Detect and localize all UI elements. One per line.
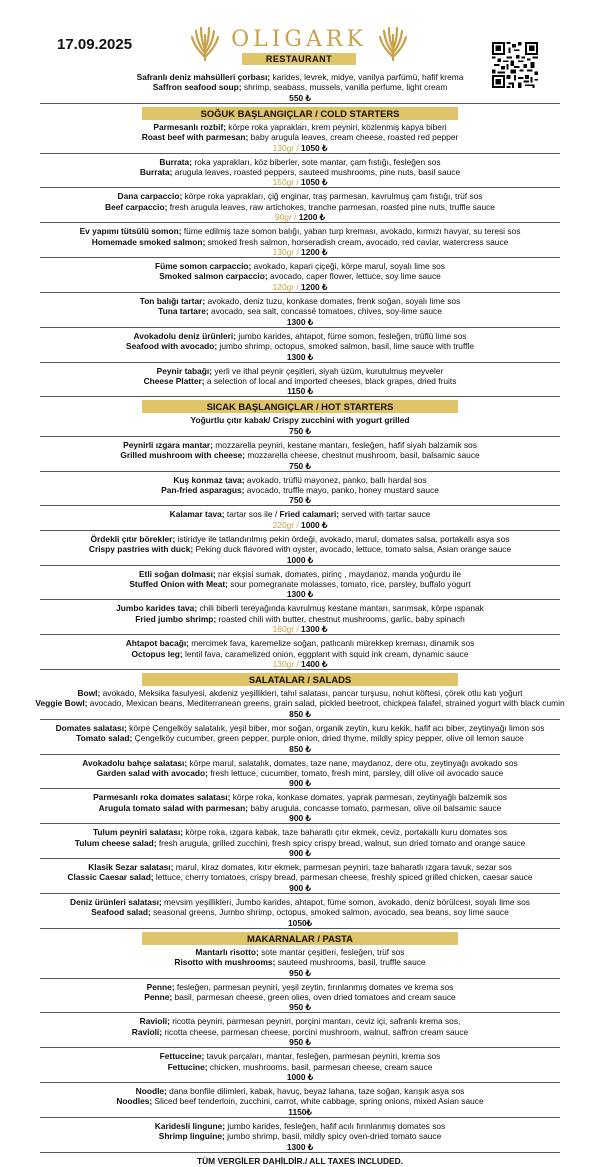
- menu-item-line: [30, 827, 570, 837]
- menu-item-line: [30, 758, 570, 768]
- dish-description: fresh arugula, grilled zucchini, fresh spicy crispy bread, walnut, sun dried tomato and orange sauce: [156, 837, 526, 848]
- dish-name: Mantarlı risotto;: [195, 946, 259, 957]
- dish-name: Klasik Sezar salatası;: [88, 862, 174, 873]
- price: 1300 ₺: [286, 351, 314, 362]
- price: 750 ₺: [289, 495, 311, 506]
- dish-description: avokado, trüflü mayonez, panko, ballı hardal sos: [244, 474, 427, 485]
- menu-date: 17.09.2025: [57, 36, 133, 53]
- dish-name: Ev yapımı tütsülü somon;: [79, 226, 182, 237]
- portion-weight: 130gr /: [272, 659, 302, 669]
- dish-description: körpe roka yaprakları, krem peyniri, közlenmiş kapya biberi: [225, 121, 447, 132]
- dish-description: avokado, deniz tuzu, konkase domates, frenk soğan, soyalı lime sos: [205, 295, 461, 306]
- dish-name: Beef carpaccio;: [105, 201, 168, 212]
- menu-item: [30, 191, 570, 212]
- menu-item: [30, 758, 570, 779]
- section-title: SICAK BAŞLANGIÇLAR / HOT STARTERS: [142, 400, 458, 413]
- dish-name: Domates salatası;: [55, 722, 127, 733]
- menu-item: [30, 534, 570, 555]
- menu-item-line: [30, 872, 570, 882]
- menu-item-line: [30, 982, 570, 992]
- menu-item-line: [30, 638, 570, 648]
- menu-item: [30, 72, 570, 93]
- dish-name: Burrata;: [139, 167, 173, 178]
- dish-description: arugula leaves, roasted peppers, sauteed mushrooms, pine nuts, basil sauce: [172, 167, 461, 178]
- menu-item-line: [30, 897, 570, 907]
- menu-item: [30, 792, 570, 813]
- menu-item-line: [30, 803, 570, 813]
- price: 900 ₺: [289, 778, 311, 789]
- dish-description: karides, levrek, midye, vanilya parfümü, hafif krema: [270, 72, 464, 82]
- price-row: [40, 848, 560, 859]
- dish-name: Homemade smoked salmon;: [91, 236, 206, 247]
- menu-item-line: [30, 992, 570, 1002]
- dish-description: avokado, kapari çiçeği, körpe marul, soyalı lime sos: [251, 261, 445, 272]
- menu-item: [30, 947, 570, 968]
- menu-item: [30, 475, 570, 496]
- price: 950 ₺: [289, 1037, 311, 1048]
- price: 1300 ₺: [286, 316, 314, 327]
- dish-description: Sliced beef tenderloin, zucchini, carrot, white cabbage, spring onions, mixed Asian sauce: [152, 1096, 484, 1107]
- price-row: [40, 426, 560, 437]
- dish-name: Tuna tartare;: [158, 306, 209, 317]
- price-row: [40, 1107, 560, 1118]
- menu-item-line: [30, 485, 570, 495]
- menu-item: [30, 897, 570, 918]
- price-row: [40, 282, 560, 293]
- brand-name: OLIGARK: [231, 27, 367, 52]
- dish-name: Parmesanlı roka domates salatası;: [93, 792, 231, 803]
- menu-item-line: [30, 768, 570, 778]
- dish-description: lettuce, cherry tomatoes, crispy bread, parmesan cheese, freshly spiced grilled chicken, caesar sauce: [153, 872, 533, 883]
- menu-item-line: [30, 614, 570, 624]
- brand-subtitle: RESTAURANT: [242, 53, 356, 65]
- menu-item: [30, 1086, 570, 1107]
- dish-description: baby arugula, concasse tomato, parmesan, olive oil balsamic sauce: [248, 802, 502, 813]
- dish-description: jumbo karides, fesleğen, hafif acılı fırınlanmış domates sos: [225, 1120, 446, 1131]
- dish-description: mozzarella peyniri, kestane mantarı, fesleğen, hafif siyah balzamik sos: [212, 439, 477, 450]
- dish-name: Yoğurtlu çıtır kabak/ Crispy zucchini with yogurt grilled: [190, 415, 410, 426]
- menu-item-line: [30, 271, 570, 281]
- dish-name: Jumbo karides tava;: [116, 603, 198, 614]
- menu-item: [30, 827, 570, 848]
- menu-item-line: [30, 534, 570, 544]
- price: 750 ₺: [289, 460, 311, 471]
- dish-name: Smoked salmon carpaccio;: [159, 271, 268, 282]
- dish-description: sote mantar çeşitleri, fesleğen, trüf sos: [258, 946, 405, 957]
- price: 850 ₺: [289, 743, 311, 754]
- dish-description: jumbo shrimp, octopus, smoked salmon, basil, lime sauce with truffle: [217, 341, 474, 352]
- dish-name: Noodle;: [135, 1085, 167, 1096]
- menu-item: [30, 688, 570, 709]
- price-row: [40, 778, 560, 789]
- dish-description: dana bonfile dilimleri, kabak, havuç, beyaz lahana, taze soğan, karışık asya sos: [166, 1085, 465, 1096]
- dish-name: Seafood with avocado;: [125, 341, 218, 352]
- dish-description: körpe marul, salatalık, domates, taze nane, maydanoz, dere otu, zeytinyağı avokado sos: [187, 757, 518, 768]
- menu-item: [30, 1121, 570, 1142]
- dish-description: mozzarella cheese, chestnut mushroom, basil, balsamic sauce: [245, 450, 480, 461]
- menu-item-line: [30, 261, 570, 271]
- menu-item-line: [30, 202, 570, 212]
- price-row: [40, 883, 560, 894]
- dish-name: Fried calamari;: [279, 509, 340, 520]
- price: 750 ₺: [289, 425, 311, 436]
- menu-item: [30, 415, 570, 425]
- menu-item-line: [30, 475, 570, 485]
- dish-name: Cheese Platter;: [143, 375, 205, 386]
- menu-item-line: [30, 191, 570, 201]
- menu-item: [30, 296, 570, 317]
- dish-name: Fettucine;: [167, 1061, 208, 1072]
- portion-weight: 90gr /: [274, 212, 299, 223]
- price-row: [40, 386, 560, 397]
- section-title: SALATALAR / SALADS: [142, 673, 458, 686]
- price: 900 ₺: [289, 882, 311, 893]
- dish-name: Fried jumbo shrimp;: [135, 613, 217, 624]
- dish-description: istiridye ile tatlandırılmış pekin ördeği, avokado, marul, domates salsa, portakallı asya sos: [175, 533, 510, 544]
- portion-weight: 160gr /: [272, 624, 302, 635]
- menu-item: [30, 638, 570, 659]
- menu-item: [30, 862, 570, 883]
- price-row: [40, 1142, 560, 1153]
- price: 950 ₺: [289, 1002, 311, 1013]
- dish-name: Tulum cheese salad;: [74, 837, 157, 848]
- menu-item-line: [30, 366, 570, 376]
- dish-description: ricotta peyniri, parmesan peyniri, porçini mantarı, ceviz içi, safranlı krema sos,: [169, 1016, 461, 1027]
- price: 1000 ₺: [286, 1071, 314, 1082]
- menu-item-line: [30, 306, 570, 316]
- price-row: [40, 93, 560, 104]
- menu-item: [30, 122, 570, 143]
- portion-weight: 130gr /: [272, 247, 302, 258]
- dish-description: jumbo karides, ahtapot, füme somon, fesleğen, trüflü lime sos: [236, 330, 467, 341]
- dish-description: avokado, Meksika fasulyesi, akdeniz yeşillikleri, tahıl salatası, pancar turşusu, nohut köftesi, çörek otlu katı yoğurt: [100, 688, 523, 698]
- price-row: [40, 813, 560, 824]
- dish-name: Dana carpaccio;: [117, 191, 183, 202]
- menu-item-line: [30, 167, 570, 177]
- menu-item-line: [30, 544, 570, 554]
- menu-item-line: [30, 132, 570, 142]
- dish-name: Stuffed Onion with Meat;: [129, 578, 228, 589]
- menu-item-line: [30, 1016, 570, 1026]
- menu-item: [30, 1051, 570, 1072]
- menu-item-line: [30, 733, 570, 743]
- menu-item-line: [30, 947, 570, 957]
- portion-weight: 150gr /: [272, 177, 302, 188]
- price-row: [40, 1072, 560, 1083]
- menu-item: [30, 331, 570, 352]
- price-row: [40, 1037, 560, 1048]
- menu-item-line: [30, 157, 570, 167]
- menu-item-line: [30, 296, 570, 306]
- price-row: [40, 589, 560, 600]
- dish-name: Ton balığı tartar;: [139, 295, 206, 306]
- dish-description: avocado, Mexican beans, Mediterranean greens, grain salad, pickled beetroot, chickpea falafel, strained yogurt with black cumin: [87, 698, 565, 709]
- dish-description: lentil fava, caramelized onion, eggplant with squid ink cream, dynamic sauce: [182, 648, 469, 659]
- menu-item-line: [30, 792, 570, 802]
- menu-body: [30, 72, 570, 1167]
- menu-item: [30, 982, 570, 1003]
- dish-description: fresh lettuce, cucumber, tomato, fresh mint, parsley, dill olive oil avocado sauce: [207, 768, 504, 779]
- price-row: [40, 317, 560, 328]
- dish-description: körpe roka, ızgara kabak, taze baharatlı çıtır ekmek, ceviz, portakallı kuru domates sos: [183, 827, 508, 838]
- dish-description: roasted chili with butter, chestnut mushrooms, garlic, baby spinach: [216, 613, 465, 624]
- dish-name: Roast beef with parmesan;: [141, 132, 249, 143]
- brand-logo: [190, 27, 408, 67]
- dish-name: Penne;: [144, 991, 173, 1002]
- dish-description: sauteed mushrooms, basil, truffle sauce: [275, 957, 426, 968]
- price-row: [40, 495, 560, 506]
- menu-item: [30, 569, 570, 590]
- price-row: [40, 461, 560, 472]
- dish-name: Crispy pastries with duck;: [88, 544, 194, 555]
- menu-item: [30, 440, 570, 461]
- price-row: [40, 918, 560, 929]
- price: 1050 ₺: [301, 177, 328, 188]
- price: 1300 ₺: [286, 589, 314, 600]
- menu-item: [30, 261, 570, 282]
- dish-name: Ravioli;: [131, 1026, 163, 1037]
- dish-description: nar ekşisi sumak, domates, pirinç , maydanoz, manda yoğurdu ile: [215, 568, 462, 579]
- menu-item-line: [30, 1027, 570, 1037]
- menu-item-line: [30, 698, 570, 708]
- price: 1300 ₺: [286, 1141, 314, 1152]
- dish-description: chicken, mushrooms, basil, parmesan cheese, cream sauce: [207, 1061, 433, 1072]
- dish-description: marul, kiraz domates, kıtır ekmek, parmesan peyniri, taze baharatlı ızgara tavuk, sezar sos: [173, 862, 512, 873]
- menu-item-line: [30, 1096, 570, 1106]
- menu-item-line: [30, 341, 570, 351]
- price: 1000 ₺: [301, 519, 328, 530]
- menu-item-line: [30, 838, 570, 848]
- dish-name: Fettuccine;: [159, 1051, 205, 1062]
- dish-name: Tomato salad;: [76, 733, 133, 744]
- dish-name: Classic Caesar salad;: [67, 872, 154, 883]
- dish-name: Peynirli ızgara mantar;: [123, 439, 213, 450]
- dish-description: smoked fresh salmon, horseradish cream, avocado, red caviar, watercress sauce: [205, 236, 509, 247]
- price-row: [40, 177, 560, 188]
- dish-name: Peynir tabağı;: [156, 365, 213, 376]
- dish-description: ricotta cheese, parmesan cheese, porcini mushroom, walnut, saffron cream sauce: [162, 1026, 469, 1037]
- palm-leaf-icon: [378, 27, 408, 61]
- menu-item-line: [30, 862, 570, 872]
- dish-name: Seafood salad;: [91, 907, 151, 918]
- price: 1050₺: [288, 917, 312, 928]
- menu-item-line: [30, 579, 570, 589]
- price-row: [40, 520, 560, 531]
- dish-description: avocado, truffle mayo, panko, honey mustard sauce: [244, 484, 439, 495]
- price-row: [40, 143, 560, 154]
- dish-description: yerli ve ithal peynir çeşitleri, siyah üzüm, kurutulmuş meyveler: [212, 365, 444, 376]
- dish-description: chili biberli tereyağında kavrulmuş kestane mantarı, sarımsak, körpe ıspanak: [197, 603, 484, 614]
- dish-description: mevsim yeşillikleri, Jumbo karides, ahtapot, füme somon, avokado, deniz börülcesi, soyalı lime sos: [161, 896, 530, 907]
- dish-description: roka yaprakları, köz biberler, sote mantar, çam fıstığı, fesleğen sos: [192, 156, 441, 167]
- price: 1300 ₺: [301, 624, 328, 635]
- dish-name: Octopus leg;: [131, 648, 183, 659]
- price: 1000 ₺: [286, 554, 314, 565]
- dish-name: Shrimp linguine;: [158, 1131, 225, 1142]
- menu-item-line: [30, 1131, 570, 1141]
- dish-name: Parmesanlı rozbif;: [153, 121, 226, 132]
- menu-item-line: [30, 1051, 570, 1061]
- price: 1150₺: [288, 1106, 312, 1117]
- portion-weight: 130gr /: [272, 142, 302, 153]
- menu-item-line: [30, 226, 570, 236]
- dish-name: Veggie Bowl;: [35, 698, 88, 709]
- dish-description: sour pomegranate molasses, tomato, rice, parsley, buffalo yogurt: [227, 578, 471, 589]
- menu-item-line: [30, 688, 570, 698]
- dish-description: Peking duck flavored with oyster, avocado, lettuce, tomato salsa, Asian orange sauce: [193, 544, 512, 555]
- dish-name: Tulum peyniri salatası;: [92, 827, 184, 838]
- dish-name: Bowl;: [77, 688, 101, 698]
- price-row: [40, 624, 560, 635]
- price-row: [40, 352, 560, 363]
- price-row: [40, 555, 560, 566]
- dish-name: Ravioli;: [139, 1016, 170, 1027]
- dish-name: Noodles;: [116, 1096, 153, 1107]
- menu-item-line: [30, 1062, 570, 1072]
- dish-description: avocado, sea salt, concassé tomatoes, chives, soy-lime sauce: [208, 306, 442, 317]
- menu-item: [30, 366, 570, 387]
- portion-weight: 120gr /: [272, 281, 302, 292]
- menu-item-line: [30, 450, 570, 460]
- dish-description: served with tartar sauce: [339, 509, 431, 520]
- section-title: MAKARNALAR / PASTA: [142, 932, 458, 945]
- dish-description: basil, parmesan cheese, green olies, oven dried tomatoes and cream sauce: [172, 991, 456, 1002]
- dish-name: Arugula tomato salad with parmesan;: [98, 802, 249, 813]
- price: 550 ₺: [289, 92, 311, 103]
- dish-description: shrimp, seabass, mussels, vanilla perfume, light cream: [241, 82, 448, 93]
- dish-name: Avokadolu deniz ürünleri;: [133, 330, 237, 341]
- menu-item-line: [30, 907, 570, 917]
- dish-name: Pan-fried asparagus;: [161, 484, 245, 495]
- menu-item: [30, 226, 570, 247]
- price-row: [40, 709, 560, 720]
- price: 1150 ₺: [287, 386, 313, 397]
- menu-item-line: [30, 82, 570, 92]
- dish-description: körpe roka, konkase domates, yaprak parmesan, zeytinyağlı balzemik sos: [230, 792, 507, 803]
- menu-item-line: [30, 440, 570, 450]
- section-title: SOĞUK BAŞLANGIÇLAR / COLD STARTERS: [142, 107, 458, 120]
- menu-item-line: [30, 331, 570, 341]
- dish-name: Füme somon carpaccio;: [155, 261, 252, 272]
- dish-description: jumbo shrimp, basil, mildly spicy oven-dried tomato sauce: [224, 1131, 442, 1142]
- price: 1200 ₺: [301, 281, 328, 292]
- menu-item-line: [30, 649, 570, 659]
- price: 900 ₺: [289, 813, 311, 824]
- menu-item-line: [30, 376, 570, 386]
- menu-item-line: [30, 603, 570, 613]
- menu-item: [30, 157, 570, 178]
- dish-description: körpe Çengelköy salatalık, yeşil biber, mor soğan, organik zeytin, kuru kekik, hafif acı biber, zeytinyağı limon sos: [126, 722, 545, 733]
- dish-description: Çengelköy cucumber, green pepper, purple onion, dried thyme, mildly spicy pepper, olive oil lemon sauce: [132, 733, 524, 744]
- menu-item-line: [30, 1121, 570, 1131]
- palm-leaf-icon: [190, 27, 220, 61]
- dish-name: Kalamar tava;: [169, 509, 225, 520]
- price-row: [40, 744, 560, 755]
- menu-item: [30, 1016, 570, 1037]
- dish-name: Deniz ürünleri salatası;: [70, 896, 162, 907]
- dish-name: Avokadolu bahçe salatası;: [82, 757, 188, 768]
- dish-name: Etli soğan dolması;: [138, 568, 216, 579]
- menu-item-line: [30, 122, 570, 132]
- menu-item: [30, 723, 570, 744]
- dish-name: Ördekli çıtır börekler;: [90, 533, 176, 544]
- menu-item: [30, 509, 570, 519]
- price-row: [40, 247, 560, 258]
- dish-description: seasonal greens, Jumbo shrimp, octopus, smoked salmon, avocado, sea beans, soy lime sauce: [150, 907, 509, 918]
- price: 1050 ₺: [301, 142, 328, 153]
- dish-name: Kuş konmaz tava;: [173, 474, 245, 485]
- dish-description: tavuk parçaları, mantar, fesleğen, parmesan peyniri, krema sos: [204, 1051, 441, 1062]
- price-row: [40, 212, 560, 223]
- price: 1400 ₺: [301, 659, 328, 669]
- price-row: [40, 659, 560, 670]
- dish-name: Saffron seafood soup;: [152, 82, 242, 93]
- dish-description: avocado, caper flower, lettuce, soy lime sauce: [267, 271, 441, 282]
- menu-item-line: [30, 957, 570, 967]
- tax-note: TÜM VERGİLER DAHİLDİR./ ALL TAXES INCLUDED.: [197, 1155, 403, 1166]
- menu-item-line: [30, 723, 570, 733]
- menu-item-line: [30, 1086, 570, 1096]
- dish-description: baby arugula leaves, cream cheese, roasted red pepper: [248, 132, 459, 143]
- menu-item-line: [30, 72, 570, 82]
- dish-name: Grilled mushroom with cheese;: [120, 450, 246, 461]
- dish-name: Ahtapot bacağı;: [125, 638, 189, 649]
- dish-name: Karidesli lingune;: [154, 1120, 226, 1131]
- price: 850 ₺: [289, 708, 311, 719]
- price: 1200 ₺: [301, 247, 328, 258]
- menu-item: [30, 603, 570, 624]
- dish-description: fresh arugula leaves, raw artichokes, tranche parmesan, roasted pine nuts, truffle sauce: [167, 201, 495, 212]
- menu-item-line: [30, 509, 570, 519]
- dish-name: Burrata;: [159, 156, 192, 167]
- menu-item-line: [30, 415, 570, 425]
- menu-item-line: [30, 569, 570, 579]
- price: 900 ₺: [289, 848, 311, 859]
- portion-weight: 220gr /: [272, 519, 302, 530]
- dish-description: a selection of local and imported cheeses, black grapes, dried fruits: [204, 375, 457, 386]
- dish-name: Penne;: [146, 981, 175, 992]
- price: 1200 ₺: [298, 212, 326, 223]
- dish-description: körpe roka yaprakları, çiğ enginar, traş parmesan, kavrulmuş çam fıstığı, trüf sos: [182, 191, 483, 202]
- dish-description: füme edilmiş taze somon balığı, yaban turp kreması, avokado, kırmızı havyar, su teresi sos: [181, 226, 521, 237]
- dish-description: fesleğen, parmesan peyniri, yeşil zeytin, fırınlanmış domates ve krema sos: [174, 981, 454, 992]
- price-row: [40, 1002, 560, 1013]
- dish-name: Risotto with mushrooms;: [174, 957, 276, 968]
- price-row: [40, 968, 560, 979]
- dish-name: Garden salad with avocado;: [96, 768, 208, 779]
- dish-name: Safranlı deniz mahsülleri çorbası;: [136, 72, 271, 82]
- dish-description: mercimek fava, karemelize soğan, patlıcanlı mürekkep kreması, dinamik sos: [188, 638, 475, 649]
- price: 950 ₺: [289, 967, 311, 978]
- menu-item-line: [30, 237, 570, 247]
- dish-description: tartar sos ile /: [224, 509, 280, 520]
